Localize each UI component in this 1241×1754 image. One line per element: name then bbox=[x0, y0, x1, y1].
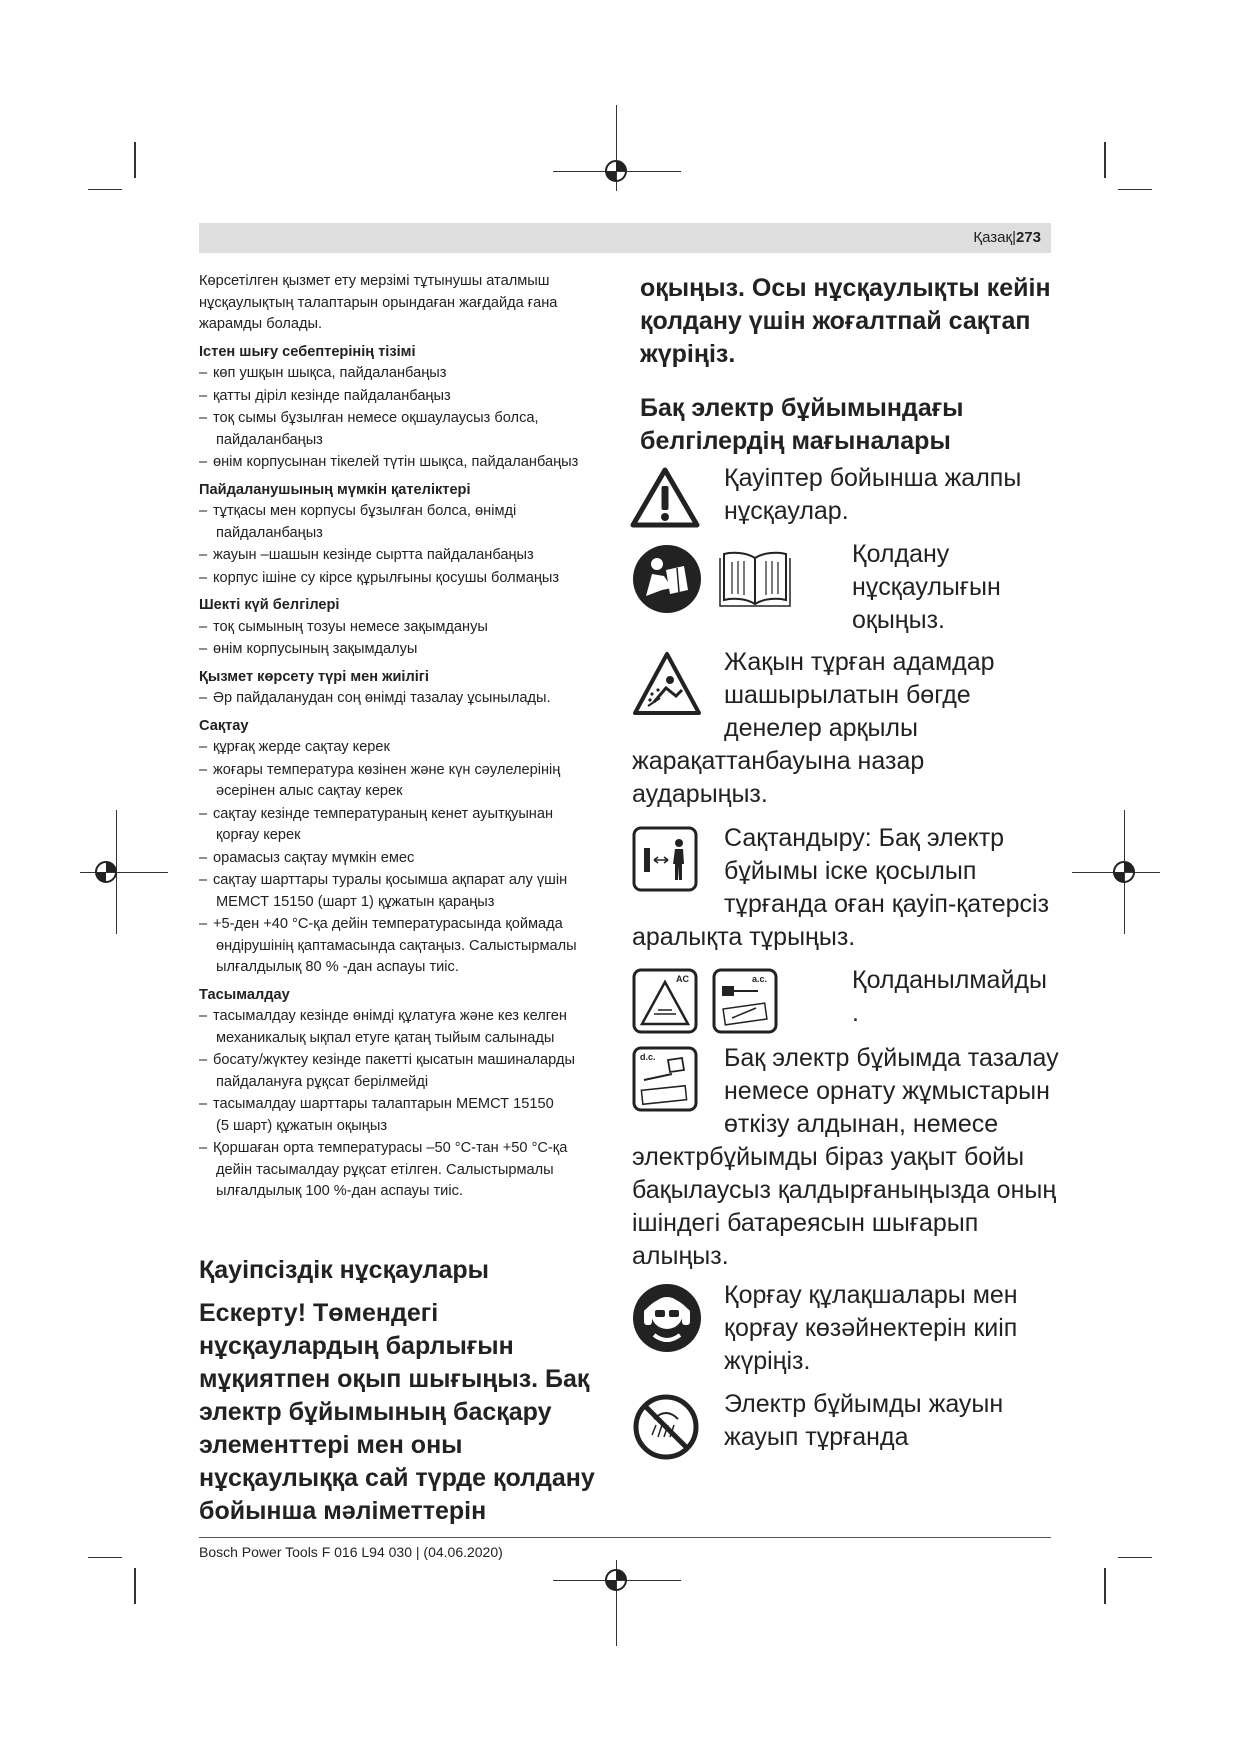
footer-text: Bosch Power Tools F 016 L94 030 | (04.06.2020) bbox=[199, 1544, 503, 1560]
list-item-line: әсерінен алыс сақтау керек bbox=[216, 783, 403, 799]
symbol-battery-line6: ішіндегі батареясын шығарып bbox=[632, 1209, 979, 1237]
symbol-rain-line2: жауып тұрғанда bbox=[724, 1423, 909, 1451]
open-book-icon bbox=[718, 548, 792, 608]
ac-lower-label: a.c. bbox=[752, 974, 768, 984]
symbol-battery-line5: бақылаусыз қалдырғаныңызда оның bbox=[632, 1176, 1057, 1204]
list-item bbox=[199, 1050, 611, 1093]
left-column bbox=[199, 271, 611, 1204]
symbol-bystanders-line3: денелер арқылы bbox=[724, 714, 918, 742]
list-item-line: өндірушінің қаптамасында сақтаңыз. Салыстырмалы bbox=[216, 937, 577, 954]
list-item-line: тасымалдау кезінде өнімді құлатуға және кез келген bbox=[213, 1008, 567, 1024]
page-header bbox=[199, 223, 1051, 253]
list-item-line: қатты діріл кезінде пайдаланбаңыз bbox=[213, 387, 451, 404]
list-item-line: ылғалдылық 100 %-дан аспауы тиіс. bbox=[216, 1183, 463, 1199]
crop-mark bbox=[1104, 142, 1106, 178]
list-dash: – bbox=[199, 1052, 208, 1068]
list-item-line: пайдаланбаңыз bbox=[216, 431, 323, 448]
list-item-line: дейін тасымалдау рұқсат етілген. Салыстырмалы bbox=[216, 1161, 554, 1178]
section-list bbox=[199, 737, 611, 979]
registration-mark-icon bbox=[1111, 859, 1137, 885]
sections-container bbox=[199, 342, 611, 1203]
no-rain-icon bbox=[632, 1393, 700, 1461]
header-text bbox=[973, 229, 1041, 246]
list-item bbox=[199, 639, 611, 661]
list-dash: – bbox=[199, 618, 208, 635]
crop-mark bbox=[88, 1557, 122, 1558]
section-heading: Тасымалдау bbox=[199, 986, 290, 1003]
safety-title: Қауіпсіздік нұсқаулары bbox=[199, 1256, 489, 1284]
list-item-line: Әр пайдаланудан соң өнімді тазалау ұсынылады. bbox=[213, 690, 551, 706]
list-item bbox=[199, 1094, 611, 1137]
symbol-distance-line1: Сақтандыру: Бақ электр bbox=[724, 824, 1005, 852]
symbol-protection-line2: қорғау көзәйнектерін киіп bbox=[724, 1314, 1018, 1342]
crop-mark bbox=[88, 189, 122, 190]
list-item bbox=[199, 408, 611, 451]
symbol-protection-line3: жүріңіз. bbox=[724, 1347, 811, 1375]
registration-mark-icon bbox=[603, 158, 629, 184]
header-separator: | bbox=[1012, 229, 1016, 246]
list-dash: – bbox=[199, 805, 208, 822]
section-list bbox=[199, 501, 611, 589]
list-dash: – bbox=[199, 872, 208, 888]
list-dash: – bbox=[199, 739, 208, 755]
symbol-battery-line4: электрбұйымды біраз уақыт бойы bbox=[632, 1143, 1025, 1171]
list-dash: – bbox=[199, 387, 208, 404]
ac-cord-icon bbox=[712, 968, 778, 1034]
footer-divider bbox=[199, 1537, 1051, 1538]
section-heading: Істен шығу себептерінің тізімі bbox=[199, 343, 416, 360]
list-item-line: пайдалануға рұқсат берілмейді bbox=[216, 1073, 429, 1090]
dc-battery-icon bbox=[632, 1046, 698, 1112]
crop-mark bbox=[134, 142, 136, 178]
list-dash: – bbox=[199, 569, 208, 586]
list-item-line: тұтқасы мен корпусы бұзылған болса, өнімді bbox=[213, 503, 517, 519]
list-item bbox=[199, 1138, 611, 1203]
symbol-not-used-line2: . bbox=[852, 999, 859, 1027]
registration-mark-icon bbox=[603, 1567, 629, 1593]
list-dash: – bbox=[199, 547, 208, 563]
continuation-text: оқыңыз. Осы нұсқаулықты кейін қолдану үшін жоғалтпай сақтап жүріңіз. bbox=[640, 274, 1051, 368]
list-item-line: МЕМСТ 15150 (шарт 1) құжатын қараңыз bbox=[216, 893, 495, 910]
safe-distance-icon bbox=[632, 826, 698, 892]
symbol-not-used-line1: Қолданылмайды bbox=[852, 966, 1047, 994]
list-item-line: өнім корпусының зақымдалуы bbox=[213, 641, 418, 657]
crop-mark bbox=[1104, 1568, 1106, 1604]
ac-label: AC bbox=[676, 974, 689, 984]
section-list bbox=[199, 1006, 611, 1203]
list-item-line: өнім корпусынан тікелей түтін шықса, пайдаланбаңыз bbox=[213, 454, 579, 470]
list-item bbox=[199, 870, 611, 913]
list-item-line: ылғалдылық 80 % -дан аспауы тиіс. bbox=[216, 959, 459, 975]
list-item-line: Қоршаған орта температурасы –50 °C-тан +50 °C-қа bbox=[213, 1140, 568, 1156]
symbol-general-warning-text: Қауіптер бойынша жалпы нұсқаулар. bbox=[724, 464, 1022, 525]
list-dash: – bbox=[199, 690, 208, 706]
crop-mark bbox=[1118, 1557, 1152, 1558]
ac-hazard-icon bbox=[632, 968, 698, 1034]
list-item-line: сақтау шарттары туралы қосымша ақпарат алу үшін bbox=[213, 872, 568, 888]
symbol-distance-line4: аралықта тұрыңыз. bbox=[632, 923, 856, 951]
section-list bbox=[199, 688, 611, 710]
symbol-bystanders-line2: шашырылатын бөгде bbox=[724, 681, 971, 709]
symbol-bystanders-line4: жарақаттанбауына назар bbox=[632, 747, 925, 775]
list-item bbox=[199, 501, 611, 544]
list-item-line: көп ушқын шықса, пайдаланбаңыз bbox=[213, 365, 447, 381]
list-dash: – bbox=[199, 454, 208, 470]
symbol-battery-line1: Бақ электр бұйымда тазалау bbox=[724, 1044, 1059, 1072]
list-item bbox=[199, 617, 611, 639]
list-item bbox=[199, 914, 611, 979]
symbol-bystanders-line5: аударыңыз. bbox=[632, 780, 768, 808]
list-item-line: жауын –шашын кезінде сыртта пайдаланбаңыз bbox=[213, 547, 534, 563]
section-heading: Қызмет көрсету түрі мен жиілігі bbox=[199, 668, 429, 685]
list-dash: – bbox=[199, 365, 208, 381]
list-item-line: пайдаланбаңыз bbox=[216, 524, 323, 541]
list-item bbox=[199, 452, 611, 474]
symbol-rain-line1: Электр бұйымды жауын bbox=[724, 1390, 1004, 1418]
list-dash: – bbox=[199, 641, 208, 657]
list-item-line: орамасыз сақтау мүмкін емес bbox=[213, 849, 415, 866]
bystander-hazard-icon bbox=[632, 650, 702, 716]
symbol-bystanders-line1: Жақын тұрған адамдар bbox=[724, 648, 995, 676]
symbol-battery-line7: алыңыз. bbox=[632, 1242, 729, 1270]
list-dash: – bbox=[199, 1140, 208, 1156]
symbol-read-manual-line2: нұсқаулығын bbox=[852, 573, 1001, 601]
list-dash: – bbox=[199, 761, 208, 778]
crop-mark bbox=[134, 1568, 136, 1604]
symbol-read-manual-line1: Қолдану bbox=[852, 540, 950, 568]
read-manual-icon bbox=[632, 544, 702, 614]
header-language: Қазақ bbox=[973, 229, 1013, 246]
list-item bbox=[199, 688, 611, 710]
list-dash: – bbox=[199, 1096, 208, 1112]
list-item-line: сақтау кезінде температураның кенет ауытқуынан bbox=[213, 805, 554, 822]
list-item-line: босату/жүктеу кезінде пакетті қысатын машиналарды bbox=[213, 1052, 575, 1068]
symbol-distance-line3: тұрғанда оған қауіп-қатерсіз bbox=[724, 890, 1050, 918]
symbol-battery-line2: немесе орнату жұмыстарын bbox=[724, 1077, 1050, 1105]
list-dash: – bbox=[199, 916, 208, 932]
list-dash: – bbox=[199, 503, 208, 519]
registration-mark-icon bbox=[93, 859, 119, 885]
symbol-read-manual-line3: оқыңыз. bbox=[852, 606, 945, 634]
warning-triangle-icon bbox=[630, 466, 700, 528]
list-item bbox=[199, 1006, 611, 1049]
page-number: 273 bbox=[1015, 229, 1041, 246]
list-dash: – bbox=[199, 410, 208, 426]
list-item-line: жоғары температура көзінен және күн сәулелерінің bbox=[213, 761, 561, 778]
list-item-line: қорғау керек bbox=[216, 827, 301, 843]
warning-text: Ескерту! Төмендегі нұсқаулардың барлығын мұқиятпен оқып шығыңыз. Бақ электр бұйымының басқару элементтері мен оны нұсқаулыққа сай түрде қолдану бойынша мәліметтерін bbox=[199, 1299, 595, 1525]
list-item bbox=[199, 760, 611, 803]
list-dash: – bbox=[199, 1008, 208, 1024]
section-heading: Шекті күй белгілері bbox=[199, 597, 340, 613]
section-list bbox=[199, 363, 611, 474]
list-item-line: (5 шарт) құжатын оқыңыз bbox=[216, 1117, 388, 1134]
section-heading: Сақтау bbox=[199, 717, 249, 734]
list-item bbox=[199, 363, 611, 385]
list-item bbox=[199, 737, 611, 759]
list-item-line: механикалық ықпал етуге қатаң тыйым салынады bbox=[216, 1029, 555, 1046]
intro-paragraph: Көрсетілген қызмет ету мерзімі тұтынушы аталмыш нұсқаулықтың талаптарын орындаған жағдайда ғана жарамды болады. bbox=[199, 273, 558, 332]
section-heading: Пайдаланушының мүмкін қателіктері bbox=[199, 481, 471, 498]
list-item-line: тоқ сымының тозуы немесе зақымдануы bbox=[213, 618, 488, 635]
list-item-line: корпус ішіне су кірсе құрылғыны қосушы болмаңыз bbox=[213, 569, 560, 586]
list-item-line: +5-ден +40 °C-қа дейін температурасында қоймада bbox=[213, 916, 563, 932]
list-item bbox=[199, 545, 611, 567]
list-item bbox=[199, 848, 611, 870]
dc-label: d.c. bbox=[640, 1052, 656, 1062]
symbol-protection-line1: Қорғау құлақшалары мен bbox=[724, 1281, 1018, 1309]
ear-eye-protection-icon bbox=[632, 1283, 702, 1353]
symbol-battery-line3: өткізу алдынан, немесе bbox=[724, 1110, 999, 1138]
list-item-line: тоқ сымы бұзылған немесе оқшаулаусыз болса, bbox=[213, 410, 539, 426]
list-item-line: тасымалдау шарттары талаптарын МЕМСТ 15150 bbox=[213, 1096, 554, 1112]
symbols-heading: Бақ электр бұйымындағы белгілердің мағыналары bbox=[640, 394, 964, 455]
list-dash: – bbox=[199, 849, 208, 866]
section-list bbox=[199, 617, 611, 661]
list-item-line: құрғақ жерде сақтау керек bbox=[213, 739, 390, 755]
list-item bbox=[199, 804, 611, 847]
list-item bbox=[199, 386, 611, 408]
crop-mark bbox=[1118, 189, 1152, 190]
list-item bbox=[199, 568, 611, 590]
symbol-distance-line2: бұйымы іске қосылып bbox=[724, 857, 977, 885]
